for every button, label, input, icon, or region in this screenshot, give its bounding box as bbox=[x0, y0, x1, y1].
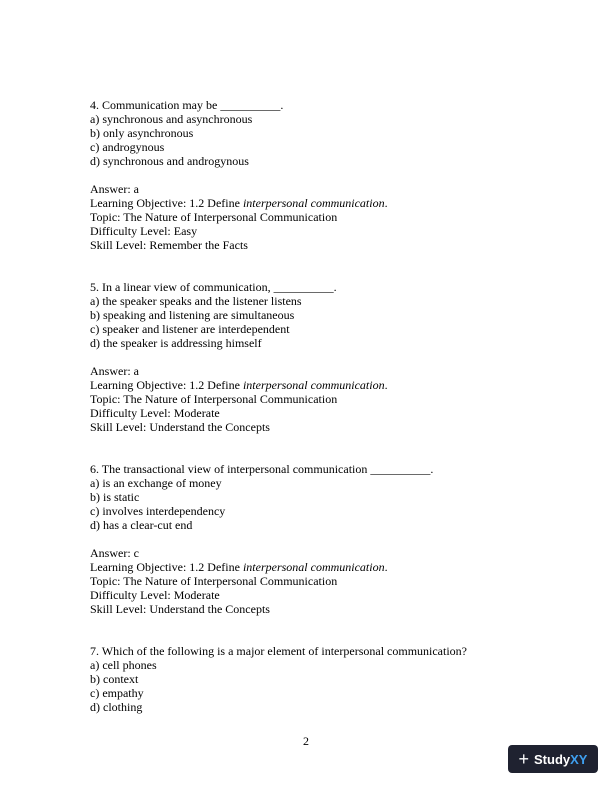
topic: Topic: The Nature of Interpersonal Communication bbox=[90, 574, 338, 588]
objective-term: interpersonal communication bbox=[242, 378, 385, 392]
objective-prefix: Learning Objective: 1.2 Define bbox=[90, 378, 243, 392]
option: a) the speaker speaks and the listener listens bbox=[90, 294, 302, 308]
option: b) context bbox=[90, 672, 139, 686]
option: c) empathy bbox=[90, 686, 144, 700]
answer: Answer: a bbox=[90, 364, 139, 378]
option: c) speaker and listener are interdependent bbox=[90, 322, 290, 336]
learning-objective bbox=[90, 378, 550, 392]
option: d) the speaker is addressing himself bbox=[90, 336, 262, 350]
question-block bbox=[90, 644, 550, 714]
option: d) has a clear-cut end bbox=[90, 518, 193, 532]
difficulty: Difficulty Level: Moderate bbox=[90, 588, 220, 602]
option: a) cell phones bbox=[90, 658, 157, 672]
question-stem: 4. Communication may be __________. bbox=[90, 98, 284, 112]
difficulty: Difficulty Level: Moderate bbox=[90, 406, 220, 420]
question-block bbox=[90, 462, 550, 616]
option: b) speaking and listening are simultaneous bbox=[90, 308, 295, 322]
option: c) involves interdependency bbox=[90, 504, 226, 518]
learning-objective bbox=[90, 560, 550, 574]
option: d) clothing bbox=[90, 700, 143, 714]
topic: Topic: The Nature of Interpersonal Communication bbox=[90, 210, 338, 224]
option: c) androgynous bbox=[90, 140, 165, 154]
skill-level: Skill Level: Remember the Facts bbox=[90, 238, 248, 252]
brand-main: Study bbox=[534, 751, 571, 767]
brand-accent: XY bbox=[570, 751, 588, 767]
option: d) synchronous and androgynous bbox=[90, 154, 249, 168]
option: b) is static bbox=[90, 490, 140, 504]
question-stem: 5. In a linear view of communication, __________. bbox=[90, 280, 337, 294]
objective-prefix: Learning Objective: 1.2 Define bbox=[90, 560, 243, 574]
page-number: 2 bbox=[303, 734, 309, 748]
objective-suffix: . bbox=[384, 560, 388, 574]
difficulty: Difficulty Level: Easy bbox=[90, 224, 198, 238]
plus-icon: + bbox=[518, 749, 530, 769]
answer: Answer: c bbox=[90, 546, 139, 560]
option: a) is an exchange of money bbox=[90, 476, 222, 490]
question-stem: 6. The transactional view of interpersonal communication __________. bbox=[90, 462, 434, 476]
question-block bbox=[90, 280, 550, 434]
answer: Answer: a bbox=[90, 182, 139, 196]
learning-objective bbox=[90, 196, 550, 210]
topic: Topic: The Nature of Interpersonal Communication bbox=[90, 392, 338, 406]
skill-level: Skill Level: Understand the Concepts bbox=[90, 420, 270, 434]
studyxy-badge[interactable] bbox=[508, 745, 598, 773]
question-block bbox=[90, 98, 550, 252]
option: b) only asynchronous bbox=[90, 126, 194, 140]
question-list bbox=[90, 98, 550, 714]
objective-prefix: Learning Objective: 1.2 Define bbox=[90, 196, 243, 210]
objective-term: interpersonal communication bbox=[242, 196, 385, 210]
objective-suffix: . bbox=[384, 378, 388, 392]
skill-level: Skill Level: Understand the Concepts bbox=[90, 602, 270, 616]
option: a) synchronous and asynchronous bbox=[90, 112, 253, 126]
brand-name bbox=[534, 752, 587, 767]
objective-suffix: . bbox=[384, 196, 388, 210]
objective-term: interpersonal communication bbox=[242, 560, 385, 574]
question-stem: 7. Which of the following is a major element of interpersonal communication? bbox=[90, 644, 468, 658]
